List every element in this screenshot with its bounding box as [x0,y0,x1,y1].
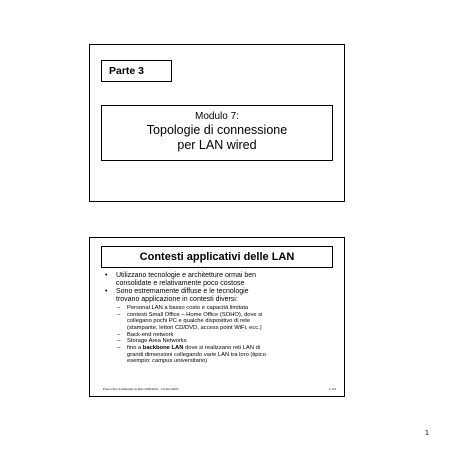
slide-title: Contesti applicativi delle LAN [139,251,295,263]
bullet-item [103,288,335,304]
sub-line: Storage Area Networks [127,338,187,345]
sub-text: fino a [127,345,143,352]
sub-line: collegano pochi PC e qualche dispositivo di rete [127,318,251,325]
sub-line: (stampante, lettori CD/DVD, access point WiFi, ecc.) [127,324,262,331]
module-title-line1: Topologie di connessione [146,123,288,137]
sub-line: contesti Small Office – Home Office (SOHO), dove si [127,311,263,318]
dash-mark: – [117,338,121,345]
bullet-mark: • [105,272,108,279]
sub-line [127,345,335,352]
part-label-box [101,60,172,82]
sub-item [103,305,335,312]
sub-item [103,338,335,345]
slide-title-box [101,246,333,268]
dash-mark: – [117,304,121,311]
sub-line: esempio: campus universitario) [127,358,208,365]
sub-text: dove si realizzano reti LAN di [183,345,261,352]
sub-line: grandi dimensioni collegando varie LAN tra loro (tipico [127,351,266,358]
emphasis-text: backbone LAN [142,345,184,352]
bullet-line: Utilizzano tecnologie e architetture ormai ben [116,272,257,279]
sub-item [103,312,335,332]
sub-item [103,332,335,339]
bullet-line: trovano applicazione in contesti diversi: [116,296,238,304]
slide-content [103,272,335,365]
sub-line: Back-end network [127,331,174,338]
content-slide [89,237,345,397]
footer-slide-number: 3-119 [328,387,336,391]
slide-footer [103,387,336,391]
sub-item [103,345,335,365]
dash-mark: – [117,331,121,338]
bullet-line: Sono estremamente diffuse e le tecnologie [116,288,249,296]
dash-mark: – [117,345,121,352]
sub-line: Personal LAN a basso costo e capacità limitata [127,304,249,311]
module-title-line2: per LAN wired [177,138,257,152]
bullet-line: consolidate e relativamente poco costose [116,279,245,287]
page-number: 1 [425,430,429,437]
bullet-mark: • [105,288,108,296]
module-title-box [101,105,333,161]
footer-course: Protocolli e Architetture di Rete 2009/2010 – Livello MZN [103,387,179,391]
bullet-item [103,272,335,288]
title-slide [89,44,345,202]
dash-mark: – [117,311,121,318]
part-label: Parte 3 [109,65,145,77]
module-label: Modulo 7: [195,111,239,122]
